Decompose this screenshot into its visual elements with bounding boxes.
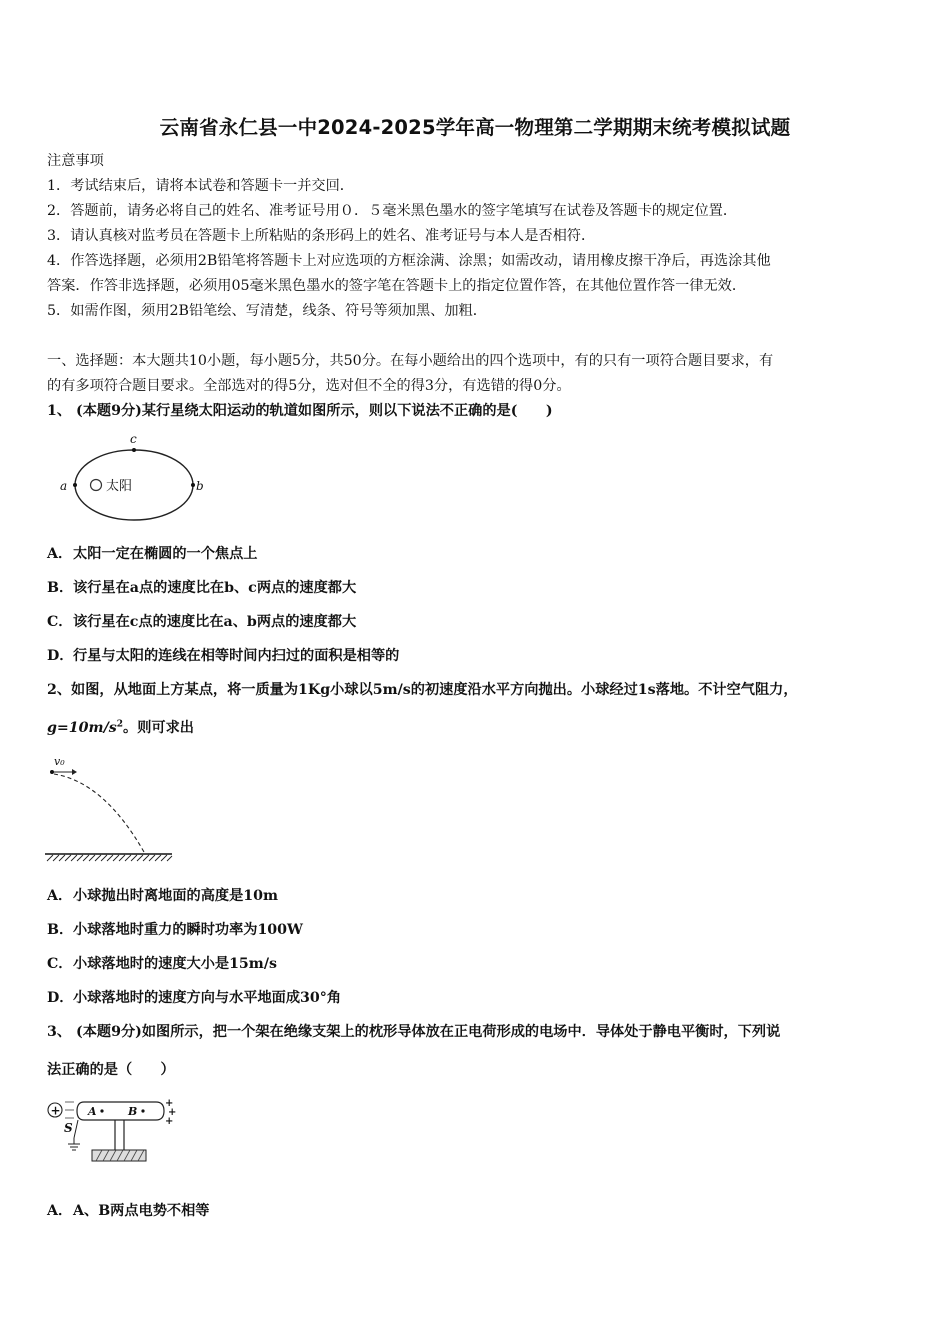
gravity-text: g=10m/s [47, 720, 117, 736]
point-b-label: B [128, 1105, 138, 1118]
notice-heading: 注意事项 [47, 153, 104, 169]
projectile-figure [44, 752, 176, 864]
option-b [47, 921, 303, 939]
option-a [47, 545, 257, 563]
svg-text:+: + [165, 1116, 174, 1127]
option-text: 太阳一定在椭圆的一个焦点上 [73, 546, 258, 562]
option-label: C． [47, 956, 73, 972]
option-label: A． [47, 546, 73, 562]
notice-item: 2．答题前，请务必将自己的姓名、准考证号用０．５毫米黑色墨水的签字笔填写在试卷及答题卡的规定位置． [47, 203, 738, 219]
question-3-stem-cont: 法正确的是（ ） [47, 1062, 175, 1078]
option-d [47, 989, 341, 1007]
point-b-label: b [196, 479, 204, 493]
notice-item: 答案．作答非选择题，必须用05毫米黑色墨水的签字笔在答题卡上的指定位置作答，在其他位置作答一律无效． [47, 278, 747, 294]
option-label: D． [47, 648, 74, 664]
option-text: 小球落地时的速度方向与水平地面成30°角 [73, 990, 342, 1006]
point-c-label: c [130, 432, 137, 446]
option-label: B． [47, 922, 74, 938]
option-a [47, 1202, 210, 1220]
option-c [47, 955, 277, 973]
notice-item: 3．请认真核对监考员在答题卡上所粘贴的条形码上的姓名、准考证号与本人是否相符． [47, 228, 596, 244]
option-a [47, 887, 278, 905]
option-label: A． [47, 888, 73, 904]
notice-item: 5．如需作图，须用2B铅笔绘、写清楚，线条、符号等须加黑、加粗． [47, 303, 487, 319]
option-label: A． [47, 1203, 73, 1219]
option-text: 小球落地时的速度大小是15m/s [73, 956, 277, 972]
option-text: 该行星在c点的速度比在a、b两点的速度都大 [73, 614, 357, 630]
option-text: 行星与太阳的连线在相等时间内扫过的面积是相等的 [73, 648, 400, 664]
option-c [47, 613, 356, 631]
point-a-label: a [60, 479, 68, 493]
question-1-stem: 1、 (本题9分)某行星绕太阳运动的轨道如图所示，则以下说法不正确的是( ) [47, 403, 553, 419]
question-2-stem-cont [47, 719, 194, 737]
option-label: D． [47, 990, 74, 1006]
question-3-stem: 3、 (本题9分)如图所示，把一个架在绝缘支架上的枕形导体放在正电荷形成的电场中．导体处于静电平衡时，下列说 [47, 1024, 781, 1040]
notice-item: 4．作答选择题，必须用2B铅笔将答题卡上对应选项的方框涂满、涂黑；如需改动，请用橡皮擦干净后，再选涂其他 [47, 253, 771, 269]
option-text: 小球抛出时离地面的高度是10m [73, 888, 279, 904]
sun-label: 太阳 [106, 479, 133, 494]
option-text: 该行星在a点的速度比在b、c两点的速度都大 [73, 580, 357, 596]
point-a-label: A [88, 1105, 97, 1118]
svg-text:+: + [168, 1107, 177, 1118]
question-2-tail: 。则可求出 [123, 720, 194, 736]
orbit-figure [55, 430, 215, 525]
sun-icon [91, 480, 102, 491]
question-2-stem: 2、如图，从地面上方某点，将一质量为1Kg小球以5m/s的初速度沿水平方向抛出。小球经过1s落地。不计空气阻力， [47, 682, 798, 698]
switch-label: S [64, 1121, 73, 1135]
v0-label: v₀ [54, 755, 65, 768]
notice-item: 1．考试结束后，请将本试卷和答题卡一并交回． [47, 178, 354, 194]
charge-label: + [50, 1103, 61, 1118]
section-instructions: 的有多项符合题目要求。全部选对的得5分，选对但不全的得3分，有选错的得0分。 [47, 378, 571, 394]
option-text: A、B两点电势不相等 [73, 1203, 210, 1219]
svg-text:+: + [165, 1098, 174, 1109]
conductor-figure [44, 1094, 184, 1166]
option-label: B． [47, 580, 74, 596]
option-label: C． [47, 614, 73, 630]
option-d [47, 647, 399, 665]
option-text: 小球落地时重力的瞬时功率为100W [73, 922, 303, 938]
page-title: 云南省永仁县一中2024-2025学年高一物理第二学期期末统考模拟试题 [159, 116, 791, 139]
section-instructions: 一、选择题：本大题共10小题，每小题5分，共50分。在每小题给出的四个选项中，有的只有一项符合题目要求，有 [47, 353, 774, 369]
exponent: 2 [116, 719, 123, 730]
option-b [47, 579, 356, 597]
